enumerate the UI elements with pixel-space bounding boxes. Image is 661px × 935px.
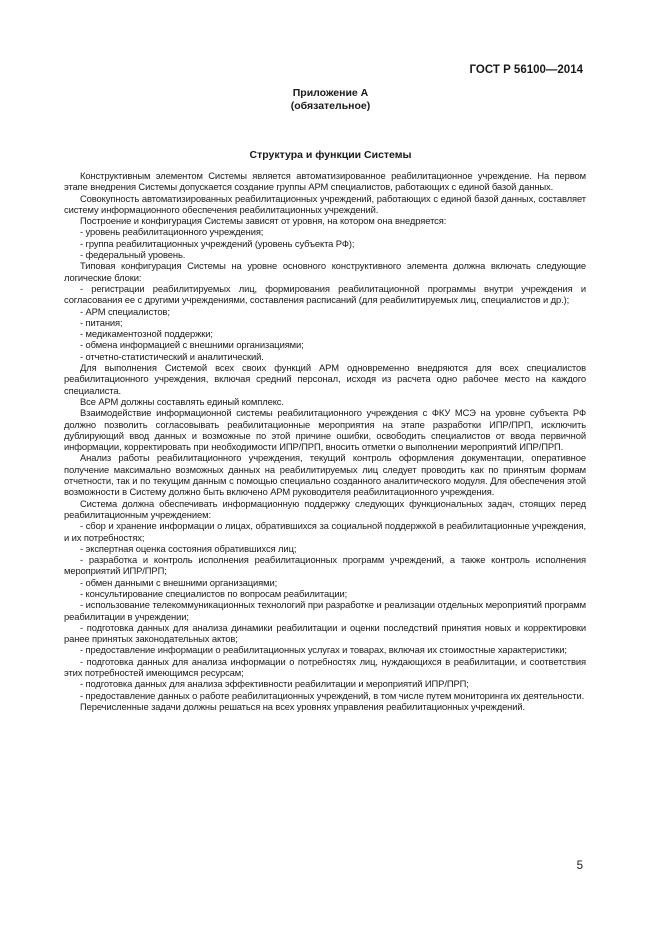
paragraph: Построение и конфигурация Системы зависят от уровня, на котором она внедряется: (80, 215, 447, 227)
list-item: - отчетно-статистический и аналитический. (80, 350, 264, 362)
list-item: - АРМ специалистов; (80, 305, 170, 317)
paragraph: Взаимодействие информационной системы реабилитационного учреждения с ФКУ МСЭ на уровне субъекта РФ должно позволить согласовывать реабилитационные мероприятия на этапе разработки ИПР/ПРП, исключить дублирующий ввод данных и возможные по этой причине ошибки, освободить специалистов от ввода первичной информации, корректировать при необходимости ИПР/ПРП, вносить отметки о выполнении мероприятий ИПР/ПРП. (64, 407, 586, 453)
list-item: - медикаментозной поддержки; (80, 328, 213, 340)
paragraph: Все АРМ должны составлять единый комплекс. (80, 395, 284, 407)
list-item: - группа реабилитационных учреждений (уровень субъекта РФ); (80, 237, 355, 249)
list-item: - разработка и контроль исполнения реабилитационных программ учреждений, а также контроль исполнения мероприятий ИПР/ПРП; (64, 554, 586, 577)
list-item: - уровень реабилитационного учреждения; (80, 226, 264, 238)
document-body (64, 170, 586, 712)
list-item: - консультирование специалистов по вопросам реабилитации; (80, 587, 348, 599)
list-item: - подготовка данных для анализа информации о потребностях лиц, нуждающихся в реабилитации, и соответствия этих потребностей имеющимся ресурсам; (64, 655, 586, 679)
paragraph: Анализ работы реабилитационного учреждения, текущий контроль оформления документации, оперативное получение максимально возможных данных на реабилитируемых лиц следует проводить как по принятым формам отчетности, так и по текущим данным с помощью специально созданного аналитического модуля. Для обеспечения этой возможности в Систему должно быть включено АРМ руководителя реабилитационного учреждения. (64, 452, 586, 498)
list-item: - сбор и хранение информации о лицах, обратившихся за социальной поддержкой в реабилитационные учреждения, и их потребностях; (64, 520, 586, 543)
list-item: - предоставление данных о работе реабилитационных учреждений, в том числе путем мониторинга их деятельности. (80, 689, 585, 701)
paragraph: Для выполнения Системой всех своих функций АРМ одновременно внедряются для всех специалистов реабилитационного учреждения, включая средний персонал, исходя из расчета одно рабочее место на каждого специалиста. (64, 362, 586, 396)
list-item: - подготовка данных для анализа динамики реабилитации и оценки последствий принятия новых и корректировки ранее принятых законодательных актов; (64, 621, 586, 645)
paragraph: Типовая конфигурация Системы на уровне основного конструктивного элемента должна включать следующие логические блоки: (64, 260, 586, 283)
paragraph: Перечисленные задачи должны решаться на всех уровнях управления реабилитационных учреждений. (80, 700, 526, 712)
annex-title: Приложение А (292, 87, 369, 99)
list-item: - обмена информацией с внешними организациями; (80, 339, 304, 351)
annex-heading (0, 87, 661, 112)
list-item: - использование телекоммуникационных технологий при разработке и реализации отдельных мероприятий программ реабилитации в учреждении; (64, 599, 586, 622)
list-item: - федеральный уровень. (80, 249, 186, 261)
list-item: - регистрации реабилитируемых лиц, формирования реабилитационной программы внутри учреждения и согласования ее с другими учреждениями, составления расписаний (для реабилитируемых лиц, специалистов и др.); (64, 282, 586, 306)
annex-type: (обязательное) (290, 99, 371, 112)
paragraph: Система должна обеспечивать информационную поддержку следующих функциональных задач, стоящих перед реабилитационным учреждением: (64, 497, 586, 520)
paragraph: Совокупность автоматизированных реабилитационных учреждений, работающих с единой базой данных, составляет систему информационного обеспечения реабилитационных учреждений. (64, 192, 586, 215)
list-item: - предоставление информации о реабилитационных услугах и товарах, включая их стоимостные характеристики; (80, 644, 567, 656)
list-item: - обмен данными с внешними организациями; (80, 576, 278, 588)
paragraph: Конструктивным элементом Системы является автоматизированное реабилитационное учреждение. На первом этапе внедрения Системы допускается создание группы АРМ специалистов, работающих с единой базой данных. (64, 170, 586, 193)
page-number: 5 (576, 860, 583, 872)
document-header-standard: ГОСТ Р 56100—2014 (469, 64, 583, 76)
list-item: - подготовка данных для анализа эффективности реабилитации и мероприятий ИПР/ПРП; (80, 678, 469, 690)
list-item: - экспертная оценка состояния обратившихся лиц; (80, 542, 297, 554)
list-item: - питания; (80, 316, 123, 328)
section-title: Структура и функции Системы (249, 149, 412, 161)
